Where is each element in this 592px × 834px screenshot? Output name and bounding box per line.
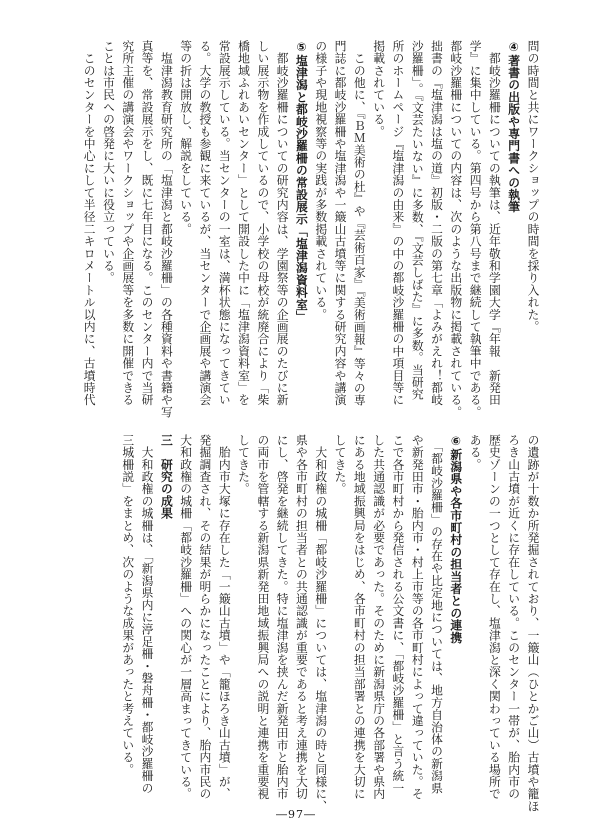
text-line: 大和政権の城柵は、「新潟県内に渟足柵・磐舟柵・都岐沙羅柵の [140, 434, 155, 795]
text-line: 常設展示している。当センターの一室は、満杯状態になってきてい [217, 40, 232, 406]
lower-text-column [117, 434, 542, 813]
chapter-heading: 三 研究の成果 [159, 434, 174, 520]
text-line: ある。 [468, 434, 483, 471]
text-line: や新発田市・胎内市・村上市等の各市町村によって違っていた。そ [410, 434, 425, 800]
upper-text-column [79, 40, 542, 418]
text-line: の遺跡が十数か所発掘されており、一簸山（ひとかご山）古墳や籠ほ [526, 434, 540, 813]
text-line: ろき山古墳が近くに存在している。このセンター一帯が、胎内市の [506, 434, 521, 800]
text-line: 学』に集中している。第四号から第八号まで継続して執筆中である。 [468, 40, 483, 419]
text-line: 三城柵説」をまとめ、次のような成果があったと考えている。 [120, 434, 135, 776]
text-line: 橋地域ふれあいセンター」として開設した中に「塩津潟資料室」を [236, 40, 251, 406]
text-line: してきた。 [333, 434, 348, 495]
text-line: してきた。 [236, 434, 251, 495]
text-line: 大和政権の城柵「都岐沙羅柵」への関心が一層高まってきている。 [178, 434, 193, 800]
text-line: 掲載されている。 [371, 40, 386, 138]
section-heading: ⑥新潟県や各市町村の担当者との連携 [448, 434, 463, 644]
text-line: にある地域振興局をはじめ、各市町村の担当部署との連携を大切に [352, 434, 367, 800]
text-line: ことは市民への啓発に大いに役立っている。 [101, 40, 116, 284]
text-line: の様子や現地視察等の実践が多数掲載されている。 [313, 40, 328, 321]
text-line: 門誌に都岐沙羅柵や塩津潟や一簸山古墳等に関する研究内容や講演 [333, 40, 348, 406]
section-heading: ④著書の出版や専門書への執筆 [506, 40, 521, 213]
text-line: 都岐沙羅柵についての執筆は、近年敬和学園大学『年報 新発田 [487, 40, 502, 406]
text-line: 問の時間と共にワークショップの時間を採り入れた。 [526, 40, 540, 333]
text-line: 県や各市町村の担当者との共通認識が重要であると考え連携を大切 [294, 434, 309, 800]
page-number: ―97― [276, 808, 316, 821]
section-heading: ⑤塩津潟と都岐沙羅柵の常設展示「塩津潟資料室」 [294, 40, 309, 323]
text-line: 究所主催の講演会やワークショップや企画展等を多数に開催できる [120, 40, 135, 406]
text-line: 都岐沙羅柵についての内容は、次のような出版物に掲載されている。 [448, 40, 463, 419]
text-line: 歴史ゾーンの一つとして存在し、塩津潟と深く関わっている場所で [487, 434, 502, 800]
text-line: 沙羅柵」。『文芸たいない』に多数、『文芸しばた』に多数。当研究 [410, 40, 425, 401]
text-line: 発掘調査され、その結果が明らかになったことにより、胎内市民の [197, 434, 212, 800]
text-line: こで各市町村から発信される公文書に、「都岐沙羅柵」と言う統一 [390, 434, 405, 795]
text-line: にし、啓発を継続してきた。特に塩津潟を挟んだ新発田市と胎内市 [275, 434, 290, 800]
text-line: る。大学の教授も参観に来ているが、当センターで企画展や講演会 [197, 40, 212, 406]
text-line: 拙書の『塩津潟は塩の道』初版・二版の第七章「よみがえれ！都岐 [429, 40, 444, 406]
text-line: この他に、『ＢＭ美術の杜』や『芸術百家』『美術画報』等々の専 [352, 40, 367, 407]
text-line: した共通認識が必要であった。そのために新潟県庁の各部署や県内 [371, 434, 386, 800]
text-line: 塩津潟教育研究所の「塩津潟と都岐沙羅柵」の各種資料や書籍や写 [159, 40, 174, 419]
text-line: 等の折は開放し、解説をしている。 [178, 40, 193, 236]
text-line: 真等を、常設展示をし、既に七年目になる。このセンター内で当研 [140, 40, 155, 406]
text-line: の両市を管轄する新潟県新発田地域振興局への説明と連携を重要視 [255, 434, 270, 800]
text-line: このセンターを中心にして半径二キロメートル以内に、古墳時代 [82, 40, 97, 406]
text-line: 所のホームページ『塩津潟の由来』の中の都岐沙羅柵の中項目等に [390, 40, 405, 406]
text-line: 「都岐沙羅柵」の存在や比定地については、地方自治体の新潟県 [429, 434, 444, 795]
text-line: 大和政権の城柵「都岐沙羅柵」については、塩津潟の時と同様に、 [313, 434, 328, 813]
text-line: 都岐沙羅柵についての研究内容は、学園祭等の企画展のたびに新 [275, 40, 290, 406]
text-line: しい展示物を作成しているので、小学校の母校が統廃合により「柴 [255, 40, 270, 406]
text-line: 胎内市大塚に存在した「一簸山古墳」や「籠ほろき山古墳」が、 [217, 434, 232, 800]
